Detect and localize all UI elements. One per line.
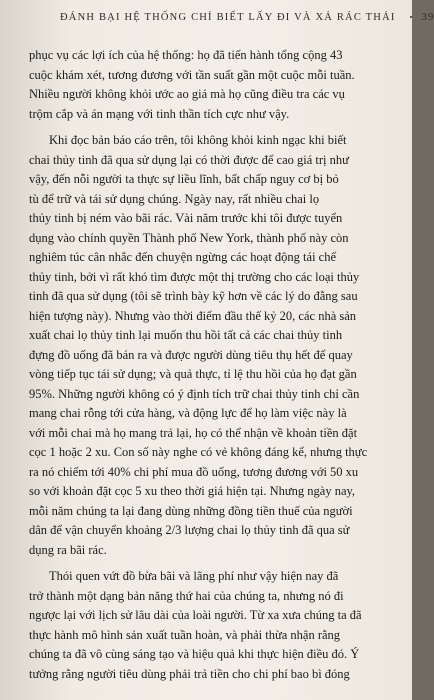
- text-line: dân để vận chuyển khoảng 2/3 lượng chai lọ thủy tinh đã qua sử: [29, 523, 350, 537]
- running-header: [60, 12, 434, 23]
- text-line: cọc 1 hoặc 2 xu. Con số này nghe có vẻ không đáng kể, nhưng thực: [29, 445, 368, 459]
- text-line: hiện tượng này). Nhưng vào thời điểm đầu thế kỷ 20, các nhà sản: [29, 308, 357, 323]
- text-line: 95%. Những người không có ý định tích trữ chai thủy tinh chỉ cần: [29, 386, 360, 401]
- text-line: vòng tiếp tục tái sử dụng; và quả thực, tỉ lệ thu hồi của họ đạt gần: [29, 367, 357, 381]
- text-line: xuất chai lọ thủy tinh lại muốn thu hồi tất cả các chai thủy tinh: [29, 328, 343, 342]
- page-number: 39: [421, 12, 434, 23]
- text-line: chúng ta đã vô cùng sáng tạo và hiệu quả khi thực hiện điều đó. Ý: [29, 647, 360, 661]
- text-line: chai thủy tinh đã qua sử dụng lại có thời được để cao giá trị như: [29, 152, 349, 167]
- paragraph-3: [29, 567, 387, 684]
- text-line: phục vụ các lợi ích của hệ thống: họ đã tiến hành tổng cộng 43: [29, 48, 343, 62]
- text-line: cuộc khám xét, tương đương với tần suất gần một cuộc mỗi tuần.: [29, 67, 355, 82]
- header-bullet: •: [409, 13, 414, 22]
- running-title: ĐÁNH BẠI HỆ THỐNG CHỈ BIẾT LẤY ĐI VÀ XẢ RÁC THẢI: [60, 12, 396, 23]
- text-line: trộm cắp và án mạng với tinh thần tích cực như vậy.: [29, 106, 290, 121]
- text-line: ngược lại với lịch sử lâu dài của loài người. Từ xa xưa chúng ta đã: [29, 608, 362, 622]
- text-line: mỗi năm chúng ta lại đang dùng những đồng tiền thuế của người: [29, 503, 353, 518]
- text-line: Thói quen vứt đồ bừa bãi và lãng phí như vậy hiện nay đã: [49, 569, 339, 583]
- text-line: tù để trữ và tái sử dụng chúng. Ngày nay, rất nhiều chai lọ: [29, 191, 320, 206]
- text-line: với mỗi chai mà họ mang trả lại, họ có thể nhận về khoản tiền đặt: [29, 425, 358, 440]
- text-line: thủy tinh bị ném vào bãi rác. Vài năm trước khi tôi được tuyển: [29, 211, 343, 225]
- text-line: dụng vào chính quyền Thành phố New York, thành phố này còn: [29, 230, 349, 245]
- text-line: thực hành mô hình sản xuất tuần hoàn, và phải thừa nhận rằng: [29, 627, 341, 642]
- body-text: [29, 46, 387, 688]
- text-line: Nhiều người không khỏi ước ao giá mà họ cũng điều tra các vụ: [29, 87, 345, 101]
- text-line: vậy, đến nỗi người ta thực sự liều lĩnh, bất chấp nguy cơ bị bỏ: [29, 172, 339, 186]
- text-line: tinh đã qua sử dụng (tôi sẽ trình bày kỹ hơn về các lý do đằng sau: [29, 289, 358, 303]
- text-line: nghiêm túc cân nhắc đến chuyện ngừng các hoạt động tái chế: [29, 250, 337, 264]
- text-line: tưởng rằng người tiêu dùng phải trả tiền cho chi phí bao bì đóng: [29, 666, 350, 681]
- text-line: ra nó chiếm tới 40% chi phí mua đồ uống, tương đương với 50 xu: [29, 464, 359, 479]
- text-line: dụng ra bãi rác.: [29, 542, 107, 557]
- paragraph-1: [29, 46, 387, 124]
- text-line: so với khoản đặt cọc 5 xu theo thời giá hiện tại. Nhưng ngày nay,: [29, 484, 356, 498]
- text-line: trở thành một dạng bản năng thứ hai của chúng ta, nhưng nó đi: [29, 588, 344, 603]
- text-line: Khi đọc bản báo cáo trên, tôi không khỏi kinh ngạc khi biết: [49, 133, 347, 147]
- paragraph-2: [29, 131, 387, 560]
- text-line: đựng đồ uống đã bán ra và được người dùng tiêu thụ hết để quay: [29, 347, 353, 362]
- text-line: thủy tinh, bởi vì rất khó tìm được một thị trường cho các loại thủy: [29, 269, 360, 284]
- text-line: mang chai rỗng tới cửa hàng, và động lực để họ làm việc này là: [29, 406, 347, 420]
